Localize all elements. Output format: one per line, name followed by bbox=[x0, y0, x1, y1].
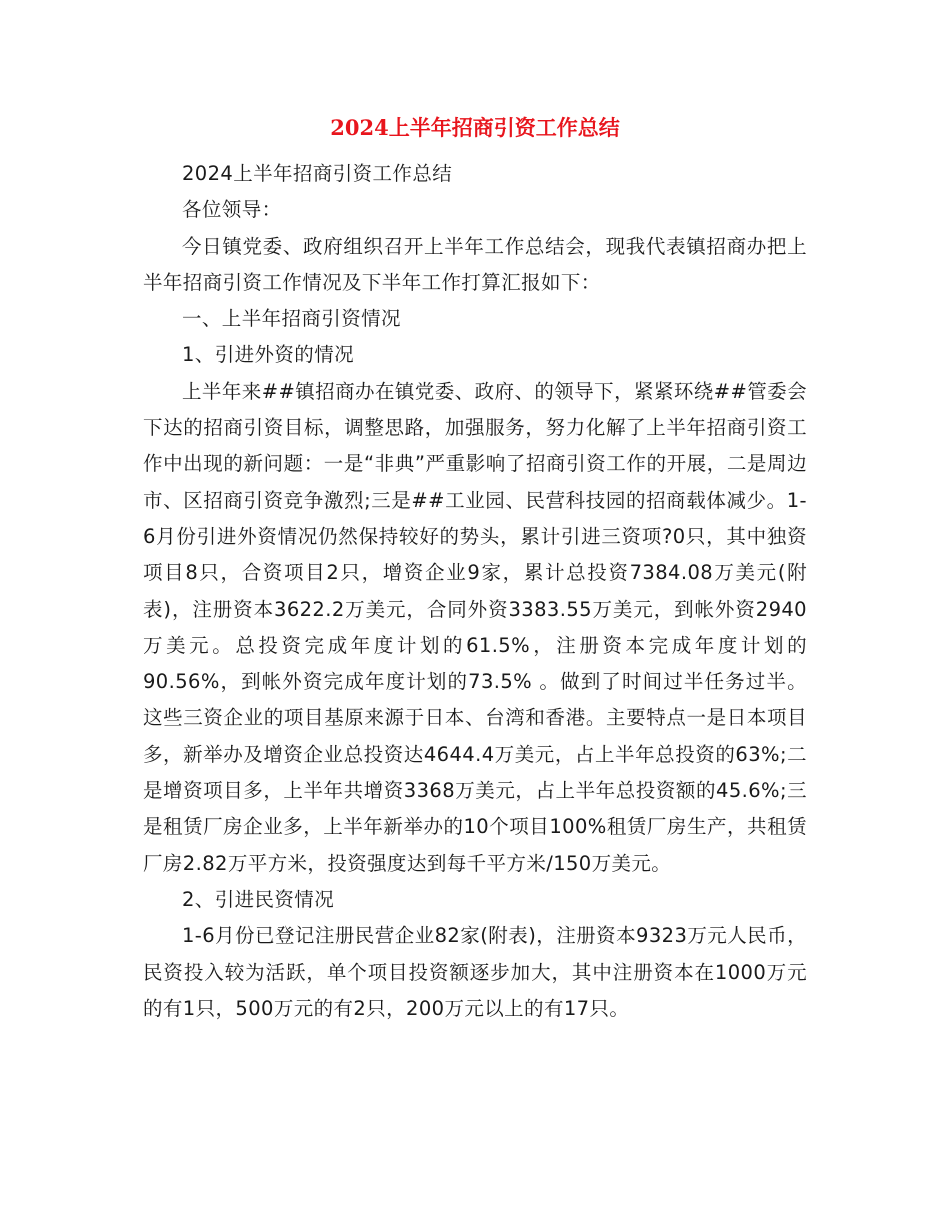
document-body bbox=[143, 156, 807, 1027]
paragraph-salutation: 各位领导： bbox=[182, 198, 282, 222]
subsection-heading-foreign-investment: 1、引进外资的情况 bbox=[182, 343, 355, 367]
paragraph-subtitle: 2024上半年招商引资工作总结 bbox=[182, 162, 453, 185]
subsection-heading-private-investment: 2、引进民资情况 bbox=[182, 887, 335, 911]
paragraph-intro: 今日镇党委、政府组织召开上半年工作总结会，现我代表镇招商办把上半年招商引资工作情况及下半年工作打算汇报如下： bbox=[143, 234, 807, 294]
document-title: 2024上半年招商引资工作总结 bbox=[330, 115, 620, 140]
section-heading-1: 一、上半年招商引资情况 bbox=[182, 307, 401, 331]
paragraph-foreign-investment: 上半年来##镇招商办在镇党委、政府、的领导下，紧紧环绕##管委会下达的招商引资目标，调整思路，加强服务，努力化解了上半年招商引资工作中出现的新问题：一是“非典”严重影响了招商引资工作的开展，二是周边市、区招商引资竞争激烈;三是##工业园、民营科技园的招商载体减少。1-6月份引进外资情况仍然保持较好的势头，累计引进三资项?0只，其中独资项目8只，合资项目2只，增资企业9家，累计总投资7384.08万美元(附表)，注册资本3622.2万美元，合同外资3383.55万美元，到帐外资2940万美元。总投资完成年度计划的61.5%，注册资本完成年度计划的90.56%，到帐外资完成年度计划的73.5% 。做到了时间过半任务过半。这些三资企业的项目基原来源于日本、台湾和香港。主要特点一是日本项目多，新举办及增资企业总投资达4644.4万美元，占上半年总投资的63%;二是增资项目多，上半年共增资3368万美元，占上半年总投资额的45.6%;三是租赁厂房企业多，上半年新举办的10个项目100%租赁厂房生产，共租赁厂房2.82万平方米，投资强度达到每千平方米/150万美元。 bbox=[143, 379, 807, 875]
paragraph-private-investment: 1-6月份已登记注册民营企业82家(附表)，注册资本9323万元人民币，民资投入较为活跃，单个项目投资额逐步加大，其中注册资本在1000万元的有1只，500万元的有2只，200万元以上的有17只。 bbox=[143, 924, 807, 1020]
